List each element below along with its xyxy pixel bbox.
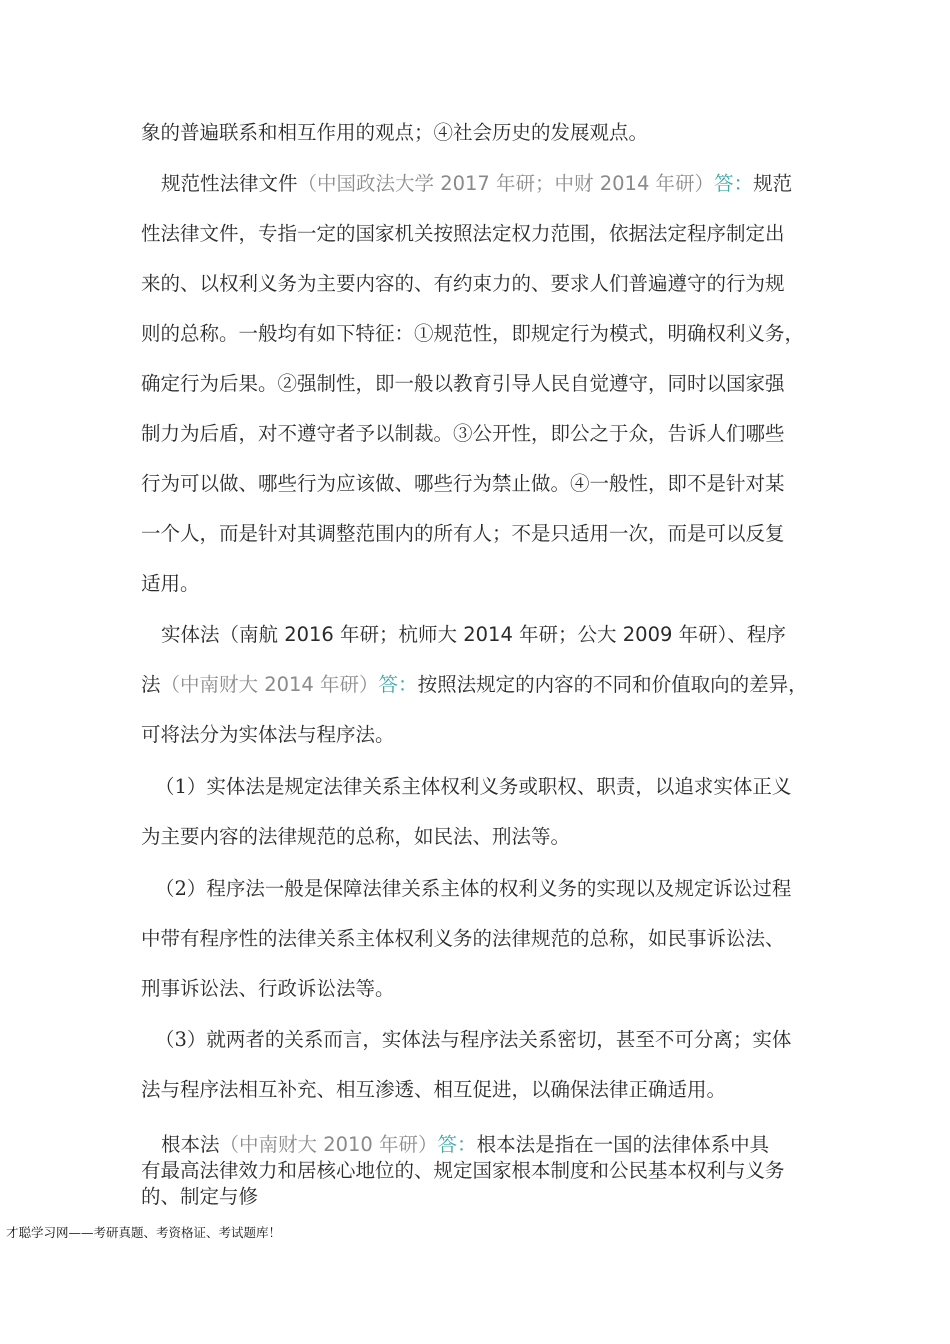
term-name: 规范性法律文件 xyxy=(161,172,298,195)
paragraph-line: 制力为后盾，对不遵守者予以制裁。③公开性，即公之于众，告诉人们哪些 xyxy=(141,422,785,445)
paragraph-line: 来的、以权利义务为主要内容的、有约束力的、要求人们普遍遵守的行为规 xyxy=(141,272,785,295)
term-heading-normative-documents xyxy=(161,171,792,197)
paragraph-line: 有最高法律效力和居核心地位的、规定国家根本制度和公民基本权利与义务 xyxy=(141,1159,785,1182)
answer-text: 规范 xyxy=(753,172,793,195)
term-heading-fundamental-law xyxy=(161,1132,769,1158)
paragraph-line: 性法律文件，专指一定的国家机关按照法定权力范围，依据法定程序制定出 xyxy=(141,222,785,245)
paragraph-line: 一个人，而是针对其调整范围内的所有人；不是只适用一次，而是可以反复 xyxy=(141,522,785,545)
paragraph-line: 中带有程序性的法律关系主体权利义务的法律规范的总称，如民事诉讼法、 xyxy=(141,927,785,950)
term-text: 、程序 xyxy=(727,623,786,646)
page-footer: 才聪学习网——考研真题、考资格证、考试题库！ xyxy=(6,1225,282,1240)
list-item-2: （2）程序法一般是保障法律关系主体的权利义务的实现以及规定诉讼过程 xyxy=(155,877,792,900)
term-heading-procedural-law xyxy=(141,672,808,698)
paragraph-line: 的、制定与修 xyxy=(141,1185,259,1208)
paragraph-line: 适用。 xyxy=(141,572,200,595)
list-item-1: （1）实体法是规定法律关系主体权利义务或职权、职责，以追求实体正义 xyxy=(155,775,792,798)
paragraph-line: 行为可以做、哪些行为应该做、哪些行为禁止做。④一般性，即不是针对某 xyxy=(141,472,785,495)
answer-label: 答： xyxy=(378,673,418,696)
term-name: 根本法 xyxy=(161,1133,220,1156)
answer-label: 答： xyxy=(437,1133,477,1156)
paragraph-line: 可将法分为实体法与程序法。 xyxy=(141,723,395,746)
paragraph-line: 为主要内容的法律规范的总称，如民法、刑法等。 xyxy=(141,825,571,848)
term-source: （中南财大 2010 年研） xyxy=(219,1133,438,1156)
paragraph-line: 刑事诉讼法、行政诉讼法等。 xyxy=(141,977,395,1000)
answer-text: 按照法规定的内容的不同和价值取向的差异， xyxy=(417,673,808,696)
term-source: （中南财大 2014 年研） xyxy=(160,673,379,696)
paragraph-line: 象的普遍联系和相互作用的观点；④社会历史的发展观点。 xyxy=(141,121,649,144)
answer-text: 根本法是指在一国的法律体系中具 xyxy=(476,1133,770,1156)
answer-label: 答： xyxy=(714,172,754,195)
term-name: 法 xyxy=(141,673,161,696)
paragraph-line: 则的总称。一般均有如下特征：①规范性，即规定行为模式，明确权利义务， xyxy=(141,322,805,345)
paragraph-line: 确定行为后果。②强制性，即一般以教育引导人民自觉遵守，同时以国家强 xyxy=(141,372,785,395)
term-source: （南航 2016 年研；杭师大 2014 年研；公大 2009 年研） xyxy=(219,623,728,646)
term-name: 实体法 xyxy=(161,623,220,646)
list-item-3: （3）就两者的关系而言，实体法与程序法关系密切，甚至不可分离；实体 xyxy=(155,1028,792,1051)
paragraph-line: 法与程序法相互补充、相互渗透、相互促进，以确保法律正确适用。 xyxy=(141,1078,727,1101)
term-heading-substantive-law xyxy=(161,622,786,648)
term-source: （中国政法大学 2017 年研；中财 2014 年研） xyxy=(297,172,715,195)
